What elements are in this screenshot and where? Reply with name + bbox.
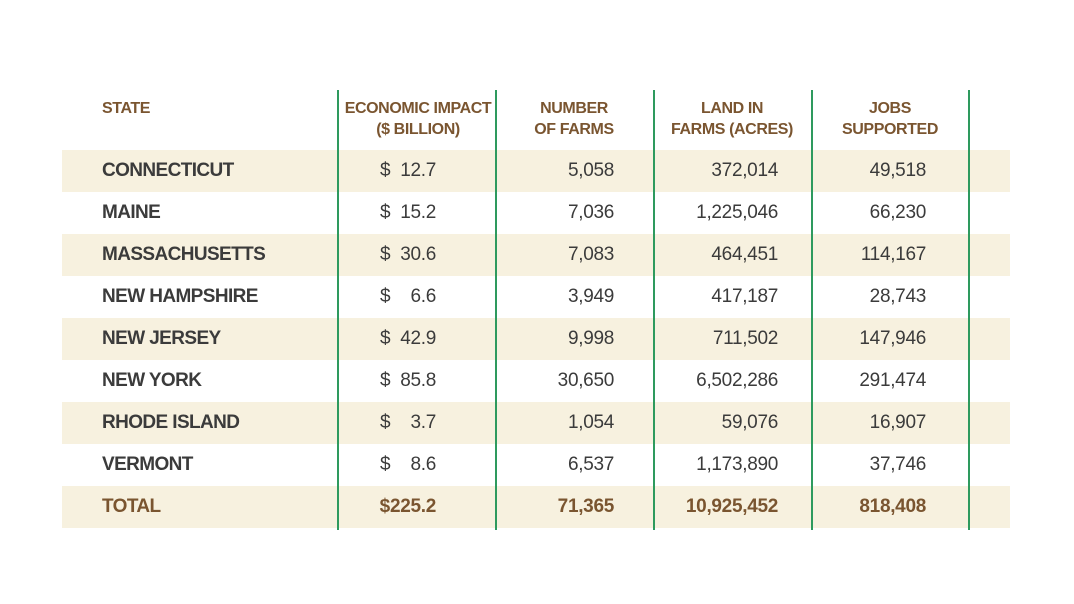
cell-economic-impact: 30.6 [400, 244, 436, 265]
cell-jobs-supported: 28,743 [869, 286, 926, 307]
cell-dollar-sign: $ [380, 370, 391, 391]
header-number-of-farms [496, 98, 652, 140]
cell-economic-impact: 42.9 [400, 328, 436, 349]
table-row [62, 276, 1010, 318]
header-state-line-1: STATE [102, 100, 151, 117]
table-header [62, 90, 1010, 148]
header-land-line-1: LAND IN [700, 100, 764, 117]
cell-jobs-supported: 147,946 [859, 328, 926, 349]
cell-dollar-sign: $ [380, 412, 391, 433]
total-number-of-farms: 71,365 [557, 496, 614, 517]
cell-jobs-supported: 291,474 [859, 370, 926, 391]
column-divider-5 [968, 90, 970, 530]
table-row [62, 444, 1010, 486]
cell-land-in-farms: 6,502,286 [696, 370, 778, 391]
cell-jobs-supported: 49,518 [869, 160, 926, 181]
cell-land-in-farms: 711,502 [712, 328, 778, 349]
table-row [62, 234, 1010, 276]
cell-dollar-sign: $ [380, 454, 391, 475]
cell-economic-impact: 6.6 [410, 286, 436, 307]
cell-land-in-farms: 417,187 [711, 286, 778, 307]
cell-jobs-supported: 37,746 [869, 454, 926, 475]
total-economic-impact: $225.2 [379, 496, 436, 517]
column-divider-1 [337, 90, 339, 530]
cell-dollar-sign: $ [380, 244, 391, 265]
header-impact-line-2: ($ BILLION) [376, 121, 460, 138]
cell-economic-impact: 15.2 [400, 202, 436, 223]
cell-number-of-farms: 3,949 [567, 286, 614, 307]
cell-dollar-sign: $ [380, 286, 391, 307]
cell-number-of-farms: 9,998 [567, 328, 614, 349]
cell-state: MAINE [102, 202, 161, 223]
cell-dollar-sign: $ [380, 202, 391, 223]
cell-land-in-farms: 464,451 [711, 244, 778, 265]
cell-land-in-farms: 1,173,890 [696, 454, 778, 475]
header-jobs-supported [812, 98, 968, 140]
column-divider-2 [495, 90, 497, 530]
cell-number-of-farms: 7,036 [567, 202, 614, 223]
table-row [62, 318, 1010, 360]
header-jobs-line-2: SUPPORTED [842, 121, 938, 138]
cell-state: VERMONT [102, 454, 193, 475]
header-state [102, 98, 150, 119]
cell-number-of-farms: 5,058 [567, 160, 614, 181]
cell-state: RHODE ISLAND [102, 412, 240, 433]
total-land-in-farms: 10,925,452 [685, 496, 778, 517]
cell-jobs-supported: 66,230 [869, 202, 926, 223]
cell-state: MASSACHUSETTS [102, 244, 266, 265]
cell-economic-impact: 85.8 [400, 370, 436, 391]
cell-number-of-farms: 1,054 [567, 412, 614, 433]
total-row [62, 486, 1010, 528]
table-row [62, 402, 1010, 444]
table-row [62, 192, 1010, 234]
total-label: TOTAL [102, 496, 161, 517]
table-row [62, 360, 1010, 402]
header-economic-impact [340, 98, 496, 140]
cell-dollar-sign: $ [380, 328, 391, 349]
cell-economic-impact: 8.6 [410, 454, 436, 475]
total-jobs-supported: 818,408 [859, 496, 926, 517]
cell-state: NEW JERSEY [102, 328, 221, 349]
cell-land-in-farms: 59,076 [721, 412, 778, 433]
cell-number-of-farms: 6,537 [567, 454, 614, 475]
farm-economy-table [62, 90, 1010, 530]
cell-land-in-farms: 372,014 [711, 160, 778, 181]
cell-state: NEW HAMPSHIRE [102, 286, 258, 307]
column-divider-4 [811, 90, 813, 530]
header-farms-line-1: NUMBER [540, 100, 608, 117]
cell-number-of-farms: 7,083 [567, 244, 614, 265]
header-jobs-line-1: JOBS [869, 100, 911, 117]
header-land-in-farms [654, 98, 810, 140]
cell-economic-impact: 12.7 [400, 160, 436, 181]
header-land-line-2: FARMS (ACRES) [671, 121, 793, 138]
column-divider-3 [653, 90, 655, 530]
cell-number-of-farms: 30,650 [557, 370, 614, 391]
header-impact-line-1: ECONOMIC IMPACT [344, 100, 492, 117]
header-farms-line-2: OF FARMS [534, 121, 614, 138]
cell-economic-impact: 3.7 [410, 412, 436, 433]
cell-land-in-farms: 1,225,046 [696, 202, 778, 223]
cell-jobs-supported: 114,167 [860, 244, 926, 265]
cell-dollar-sign: $ [380, 160, 391, 181]
cell-jobs-supported: 16,907 [869, 412, 926, 433]
table-row [62, 150, 1010, 192]
cell-state: NEW YORK [102, 370, 202, 391]
cell-state: CONNECTICUT [102, 160, 234, 181]
